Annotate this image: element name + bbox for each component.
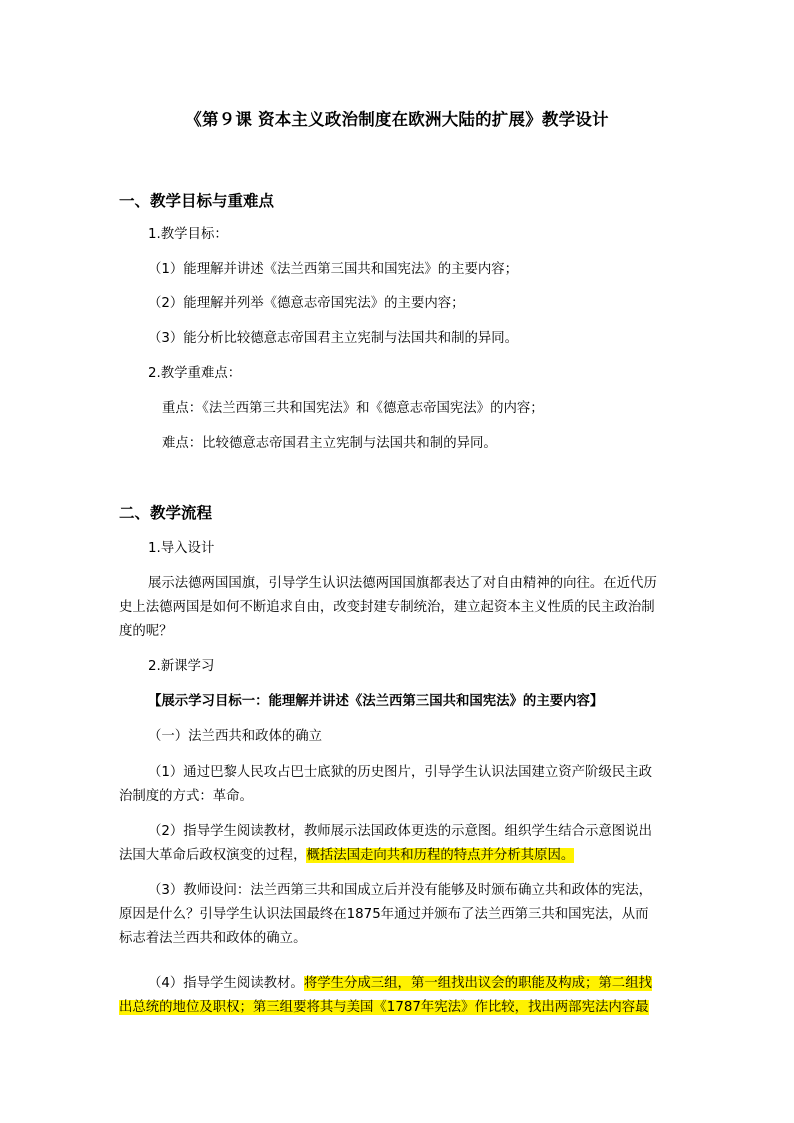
- goal-item-1: （1）能理解并讲述《法兰西第三国共和国宪法》的主要内容；: [148, 262, 519, 277]
- item-4-plain-text: （4）指导学生阅读教材。: [148, 976, 304, 991]
- item-1-paragraph: [119, 761, 675, 809]
- key-label: 2.教学重难点：: [148, 366, 242, 381]
- goal-banner: 【展示学习目标一：能理解并讲述《法兰西第三国共和国宪法》的主要内容】: [148, 694, 604, 709]
- item-4-paragraph: [119, 972, 675, 1020]
- key-point: 重点：《法兰西第三共和国宪法》和《德意志帝国宪法》的内容；: [162, 401, 544, 416]
- item-2-paragraph: [119, 820, 675, 868]
- intro-line: 展示法德两国国旗，引导学生认识法德两国国旗都表达了对自由精神的向往。在近代历: [148, 576, 657, 591]
- item-2-plain-text: 法国大革命后政权演变的过程，: [119, 848, 307, 863]
- goal-item-3: （3）能分析比较德意志帝国君主立宪制与法国共和制的异同。: [148, 331, 519, 346]
- item-3-paragraph: [119, 879, 675, 951]
- item-3-line: 标志着法兰西共和政体的确立。: [119, 931, 307, 946]
- item-2-line: （2）指导学生阅读教材，教师展示法国政体更迭的示意图。组织学生结合示意图说出: [148, 824, 652, 839]
- item-3-line: 原因是什么？引导学生认识法国最终在1875年通过并颁布了法兰西第三共和国宪法，从而: [119, 907, 649, 922]
- section-heading-process: 二、教学流程: [119, 504, 213, 522]
- difficult-point: 难点：比较德意志帝国君主立宪制与法国共和制的异同。: [162, 436, 497, 451]
- item-4-highlight: 将学生分成三组，第一组找出议会的职能及构成；第二组找: [303, 976, 652, 991]
- intro-line: 度的呢？: [119, 624, 173, 639]
- intro-label: 1.导入设计: [148, 541, 215, 556]
- subheading-french-republic: （一）法兰西共和政体的确立: [148, 729, 323, 744]
- intro-paragraph: [119, 572, 675, 644]
- item-2-line: [119, 844, 675, 868]
- new-lesson-label: 2.新课学习: [148, 659, 215, 674]
- item-2-highlight: 概括法国走向共和历程的特点并分析其原因。: [306, 848, 575, 863]
- item-4-line: [119, 972, 675, 996]
- item-1-line: （1）通过巴黎人民攻占巴士底狱的历史图片，引导学生认识法国建立资产阶级民主政: [148, 765, 652, 780]
- goal-label: 1.教学目标：: [148, 227, 228, 242]
- item-3-line: （3）教师设问：法兰西第三共和国成立后并没有能够及时颁布确立共和政体的宪法，: [148, 883, 652, 898]
- goal-item-2: （2）能理解并列举《德意志帝国宪法》的主要内容；: [148, 296, 465, 311]
- item-1-line: 治制度的方式：革命。: [119, 789, 253, 804]
- item-4-highlight: 出总统的地位及职权；第三组要将其与美国《1787年宪法》作比较，找出两部宪法内容最: [119, 1000, 649, 1015]
- intro-line: 史上法德两国是如何不断追求自由，改变封建专制统治，建立起资本主义性质的民主政治制: [119, 600, 655, 615]
- document-title: 《第９课 资本主义政治制度在欧洲大陆的扩展》教学设计: [185, 110, 609, 129]
- section-heading-objectives: 一、教学目标与重难点: [119, 192, 275, 210]
- item-4-line: [119, 996, 675, 1020]
